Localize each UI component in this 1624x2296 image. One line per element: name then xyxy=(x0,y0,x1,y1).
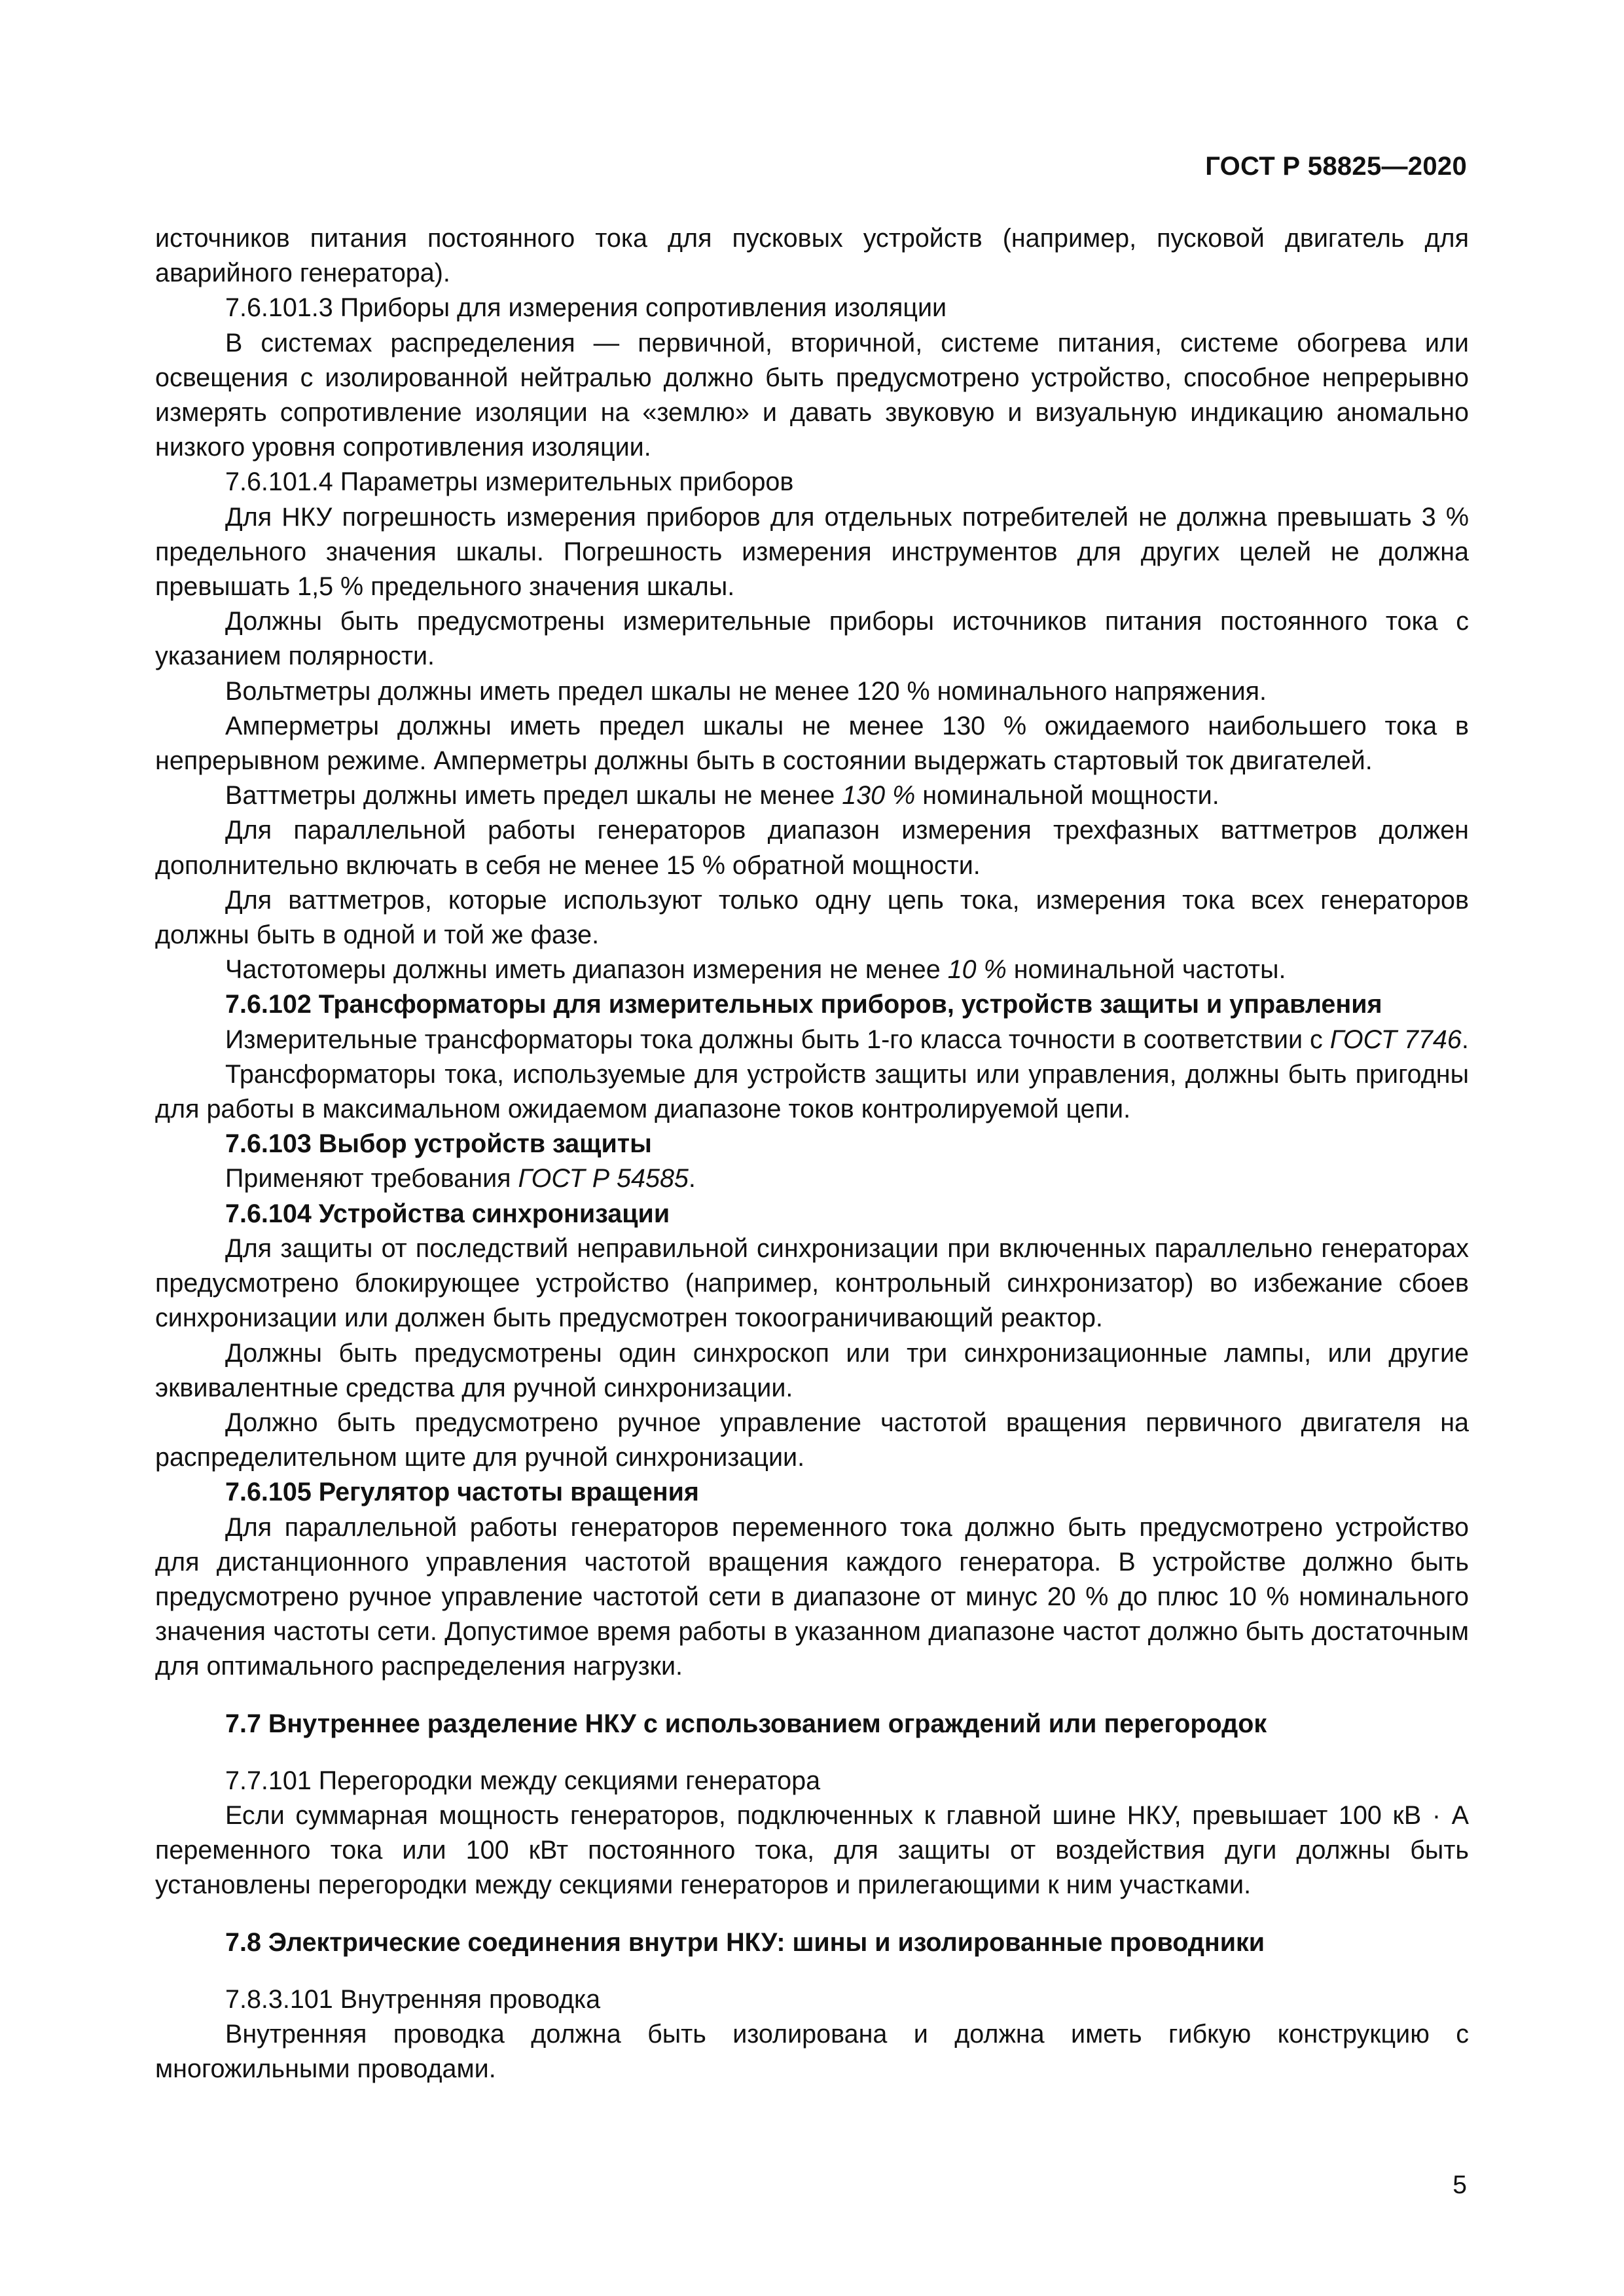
paragraph xyxy=(155,1336,1469,1406)
paragraph xyxy=(155,604,1469,674)
text-run: В системах распределения — первичной, вторичной, системе питания, системе обогрева или освещения с изолированной нейтралью должно быть предусмотрено устройство, способное непрерывно измерять сопротивление изоляции на «землю» и давать звуковую и визуальную индикацию аномально низкого уровня сопротивления изоляции. xyxy=(155,328,1469,462)
paragraph xyxy=(155,1510,1469,1685)
clause-heading xyxy=(155,1707,1469,1741)
subsection-heading xyxy=(155,465,1469,500)
paragraph xyxy=(155,709,1469,778)
standard-reference: ГОСТ Р 54585 xyxy=(518,1164,689,1194)
section-heading xyxy=(155,987,1469,1022)
text-run: 7.6.101.4 Параметры измерительных приборов xyxy=(225,467,794,497)
text-run: Для НКУ погрешность измерения приборов для отдельных потребителей не должна превышать 3 % предельного значения шкалы. Погрешность измерения инструментов для других целей не должна превышать 1,5 % предельного значения шкалы. xyxy=(155,502,1469,602)
text-run: Амперметры должны иметь предел шкалы не менее 130 % ожидаемого наибольшего тока в непрерывном режиме. Амперметры должны быть в состоянии выдержать стартовый ток двигателей. xyxy=(155,711,1469,776)
standard-reference: ГОСТ 7746 xyxy=(1329,1025,1462,1054)
text-run: источников питания постоянного тока для пусковых устройств (например, пусковой двигатель для аварийного генератора). xyxy=(155,224,1469,288)
text-run: номинальной частоты. xyxy=(1006,955,1286,985)
paragraph xyxy=(155,953,1469,987)
text-run: 7.8.3.101 Внутренняя проводка xyxy=(225,1984,601,2014)
section-heading xyxy=(155,1475,1469,1510)
text-run: Для параллельной работы генераторов переменного тока должно быть предусмотрено устройство для дистанционного управления частотой вращения каждого генератора. В устройстве должно быть предусмотрено ручное управление частотой сети в диапазоне от минус 20 % до плюс 10 % номинального значения частоты сети. Допустимое время работы в указанном диапазоне частот должно быть достаточным для оптимального распределения нагрузки. xyxy=(155,1512,1469,1681)
text-run: Применяют требования xyxy=(225,1164,518,1194)
text-run: 7.7.101 Перегородки между секциями генератора xyxy=(225,1766,821,1795)
paragraph xyxy=(155,674,1469,709)
text-run: 7.6.101.3 Приборы для измерения сопротивления изоляции xyxy=(225,293,947,323)
text-run: 7.6.102 Трансформаторы для измерительных приборов, устройств защиты и управления xyxy=(225,990,1382,1019)
text-run: 7.8 Электрические соединения внутри НКУ: шины и изолированные проводники xyxy=(225,1927,1265,1957)
text-run: Если суммарная мощность генераторов, подключенных к главной шине НКУ, превышает 100 кВ · А переменного тока или 100 кВт постоянного тока, для защиты от воздействия дуги должны быть установлены перегородки между секциями генераторов и прилегающими к ним участками. xyxy=(155,1800,1469,1900)
document-id-header: ГОСТ Р 58825—2020 xyxy=(1205,152,1467,181)
paragraph xyxy=(155,2017,1469,2086)
text-run: Должны быть предусмотрены измерительные приборы источников питания постоянного тока с указанием полярности. xyxy=(155,607,1469,671)
text-run: 7.6.104 Устройства синхронизации xyxy=(225,1199,670,1228)
text-run: Для ваттметров, которые используют только одну цепь тока, измерения тока всех генераторов должны быть в одной и той же фазе. xyxy=(155,885,1469,950)
subsection-heading xyxy=(155,1982,1469,2017)
paragraph xyxy=(155,500,1469,605)
text-run: Должны быть предусмотрены один синхроскоп или три синхронизационные лампы, или другие эквивалентные средства для ручной синхронизации. xyxy=(155,1338,1469,1402)
text-run: . xyxy=(1461,1025,1469,1054)
text-run: Для параллельной работы генераторов диапазон измерения трехфазных ваттметров должен дополнительно включать в себя не менее 15 % обратной мощности. xyxy=(155,816,1469,880)
document-body xyxy=(155,221,1469,2086)
clause-heading xyxy=(155,1925,1469,1960)
page-number: 5 xyxy=(1453,2171,1467,2199)
text-run: 7.6.105 Регулятор частоты вращения xyxy=(225,1478,699,1507)
text-run: 7.6.103 Выбор устройств защиты xyxy=(225,1129,652,1159)
text-run: . xyxy=(688,1164,696,1194)
paragraph xyxy=(155,1161,1469,1196)
text-run: Трансформаторы тока, используемые для устройств защиты или управления, должны быть пригодны для работы в максимальном ожидаемом диапазоне токов контролируемой цепи. xyxy=(155,1059,1469,1124)
text-run: номинальной мощности. xyxy=(915,781,1219,811)
paragraph xyxy=(155,813,1469,883)
text-run: Должно быть предусмотрено ручное управление частотой вращения первичного двигателя на распределительном щите для ручной синхронизации. xyxy=(155,1408,1469,1472)
paragraph xyxy=(155,326,1469,465)
text-run: Частотомеры должны иметь диапазон измерения не менее xyxy=(225,955,948,985)
paragraph xyxy=(155,1057,1469,1127)
standard-reference: 10 % xyxy=(947,955,1007,985)
text-run: 7.7 Внутреннее разделение НКУ с использованием ограждений или перегородок xyxy=(225,1709,1267,1738)
paragraph-continuation xyxy=(155,221,1469,291)
paragraph xyxy=(155,1231,1469,1336)
section-heading xyxy=(155,1127,1469,1161)
paragraph xyxy=(155,778,1469,813)
text-run: Вольтметры должны иметь предел шкалы не менее 120 % номинального напряжения. xyxy=(225,676,1267,706)
paragraph xyxy=(155,1023,1469,1057)
text-run: Для защиты от последствий неправильной синхронизации при включенных параллельно генераторах предусмотрено блокирующее устройство (например, контрольный синхронизатор) во избежание сбоев синхронизации или должен быть предусмотрен токоограничивающий реактор. xyxy=(155,1233,1469,1333)
section-heading xyxy=(155,1197,1469,1231)
paragraph xyxy=(155,1406,1469,1475)
paragraph xyxy=(155,1798,1469,1903)
subsection-heading xyxy=(155,291,1469,325)
text-run: Измерительные трансформаторы тока должны быть 1-го класса точности в соответствии с xyxy=(225,1025,1330,1054)
standard-reference: 130 % xyxy=(842,781,916,811)
text-run: Ваттметры должны иметь предел шкалы не менее xyxy=(225,781,842,811)
subsection-heading xyxy=(155,1764,1469,1798)
text-run: Внутренняя проводка должна быть изолирована и должна иметь гибкую конструкцию с многожильными проводами. xyxy=(155,2019,1469,2084)
paragraph xyxy=(155,883,1469,953)
